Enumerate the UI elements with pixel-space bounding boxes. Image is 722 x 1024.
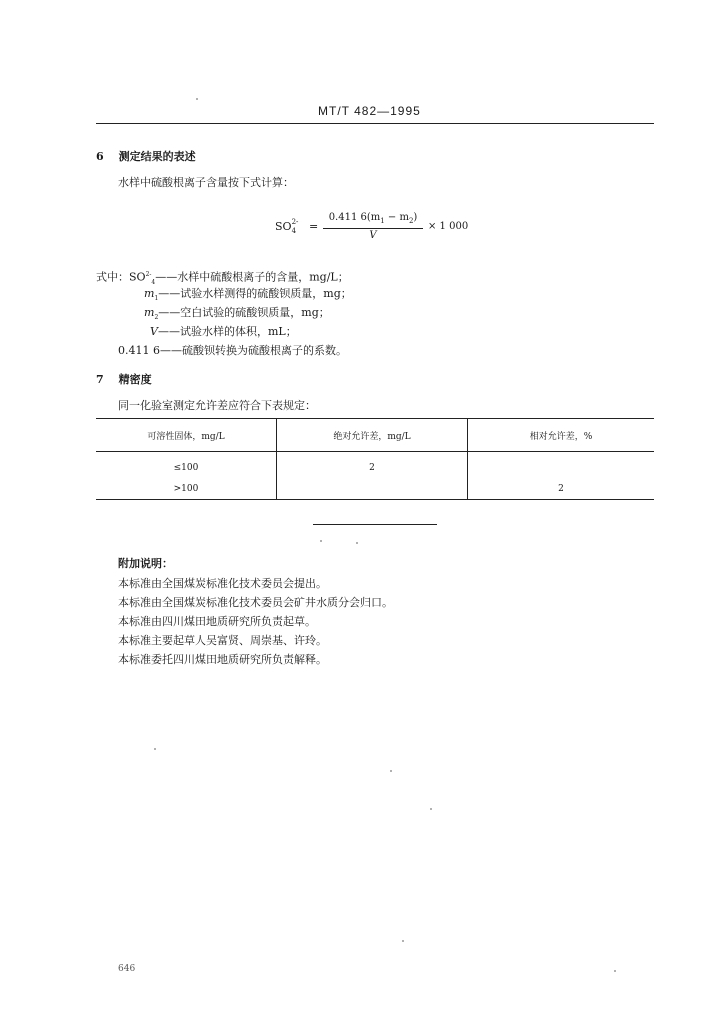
section-7-intro: 同一化验室测定允许差应符合下表规定： <box>118 399 316 412</box>
definition-symbol: m <box>144 306 155 319</box>
table-cell: >100 <box>96 478 277 500</box>
table-cell <box>468 452 655 479</box>
precision-table <box>96 418 654 500</box>
table-header-cell: 可溶性固体，mg/L <box>96 419 277 452</box>
table-row <box>96 452 654 479</box>
definition-symbol: SO <box>129 270 146 284</box>
sulfate-formula <box>275 212 535 242</box>
table-header-cell: 绝对允许差，mg/L <box>277 419 468 452</box>
header-rule <box>96 123 654 124</box>
section-6-title: 测定结果的表述 <box>118 150 196 163</box>
formula-equals: = <box>309 220 319 233</box>
scan-speck <box>356 542 358 544</box>
definition-symbol: m <box>144 287 155 300</box>
scan-speck <box>402 940 404 942</box>
section-6-heading <box>96 150 196 164</box>
section-7-number: 7 <box>96 373 104 386</box>
table-row <box>96 478 654 500</box>
table-cell: ≤100 <box>173 462 199 473</box>
table-header-cell: 相对允许差，% <box>468 419 655 452</box>
definition-symbol: 0.411 6 <box>118 344 160 357</box>
definition-row-3: $m_2——$空白试验的硫酸钡质量，mg； <box>144 306 330 322</box>
formula-denominator: V <box>369 230 377 241</box>
table-cell <box>277 478 468 500</box>
scan-speck <box>390 770 392 772</box>
definition-text: 试验水样测得的硫酸钡质量，mg； <box>180 287 352 300</box>
definition-text: 硫酸钡转换为硫酸根离子的系数。 <box>182 344 347 357</box>
scan-speck <box>154 748 156 750</box>
notes-line: 本标准由四川煤田地质研究所负责起草。 <box>118 615 316 628</box>
page-number: 646 <box>118 964 136 974</box>
definition-symbol: V <box>150 325 158 338</box>
notes-line: 本标准由全国煤炭标准化技术委员会提出。 <box>118 577 327 590</box>
definition-row-1: 式中：$SO^{2-}_4——$水样中硫酸根离子的含量，mg/L； <box>96 270 349 286</box>
formula-factor: × 1 000 <box>428 221 469 232</box>
formula-numerator: 0.411 $6(m_1 - m_2)$ <box>323 212 423 229</box>
table-header-row <box>96 419 654 452</box>
section-6-number: 6 <box>96 150 104 163</box>
section-7-heading <box>96 373 152 387</box>
definition-text: 水样中硫酸根离子的含量，mg/L； <box>177 270 349 284</box>
notes-line: 本标准由全国煤炭标准化技术委员会矿井水质分会归口。 <box>118 596 393 609</box>
standard-code-header: MT/T 482—1995 <box>318 104 421 118</box>
notes-line: 本标准委托四川煤田地质研究所负责解释。 <box>118 653 327 666</box>
notes-line: 本标准主要起草人吴富贤、周崇基、许玲。 <box>118 634 327 647</box>
notes-title: 附加说明： <box>118 557 173 570</box>
definition-text: 试验水样的体积，mL； <box>179 325 297 338</box>
scan-speck <box>320 540 322 542</box>
scan-speck <box>614 970 616 972</box>
section-6-intro: 水样中硫酸根离子含量按下式计算： <box>118 176 294 189</box>
definition-row-5: 0.411 6——硫酸钡转换为硫酸根离子的系数。 <box>118 344 347 357</box>
definition-row-4: V——试验水样的体积，mL； <box>150 325 297 338</box>
table-cell: 2 <box>468 478 655 500</box>
formula-lhs: SO 2- $_4$ <box>275 218 299 236</box>
formula-fraction <box>323 212 423 242</box>
definition-text: 空白试验的硫酸钡质量，mg； <box>180 306 330 319</box>
scan-speck <box>196 98 198 100</box>
where-prefix: 式中： <box>96 270 129 284</box>
definition-row-2: $m_1——$试验水样测得的硫酸钡质量，mg； <box>144 287 352 303</box>
table-cell: 2 <box>277 452 468 479</box>
end-of-text-rule <box>313 524 437 525</box>
section-7-title: 精密度 <box>118 373 152 386</box>
scan-speck <box>430 808 432 810</box>
